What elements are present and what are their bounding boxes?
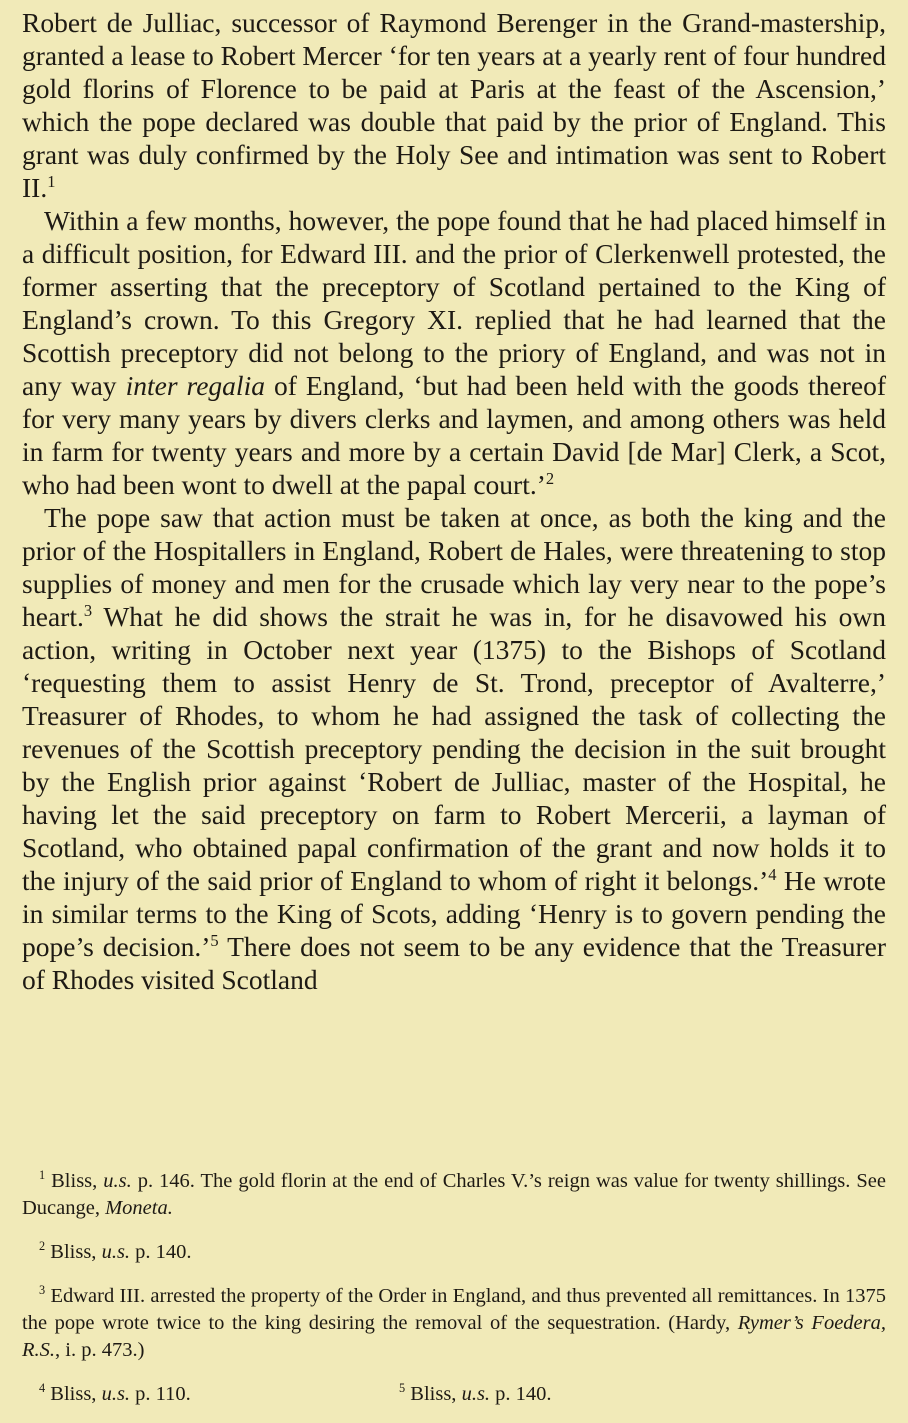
text-run: p. 140. (490, 1383, 552, 1405)
text-run: The pope saw that action must be taken at once, as both the king and the prior of the Hospitallers in England, Robert de Hales, were threatening to stop supplies of money and men for the crusade which lay very near to the pope’s heart. (22, 502, 886, 632)
footnote-marker: 3 (39, 1283, 46, 1298)
footnote-marker: 3 (83, 600, 93, 620)
italic-text: inter regalia (125, 370, 265, 401)
footnote-3 (22, 1283, 886, 1364)
footnote-marker: 5 (399, 1381, 406, 1396)
text-run: Edward III. arrested the property of the Order in England, and thus prevented all remittances. In 1375 the pope wrote twice to the king desiring the removal of the sequestration. (Hardy, (22, 1285, 886, 1334)
text-run: What he did shows the strait he was in, for he disavowed his own action, writing in October next year (1375) to the Bishops of Scotland ‘requesting them to assist Henry de St. Trond, preceptor of Avalterre,’ Treasurer of Rhodes, to whom he had assigned the task of collecting the revenues of the Scottish preceptory pending the decision in the suit brought by the English prior against ‘Robert de Julliac, master of the Hospital, he having let the said preceptory on farm to Robert Mercerii, a layman of Scotland, who obtained papal confirmation of the grant and now holds it to the injury of the said prior of England to whom of right it belongs.’ (22, 601, 886, 896)
text-run: Bliss, (45, 1170, 104, 1192)
text-run: Bliss, (45, 1383, 102, 1405)
text-run: p. 146. The gold florin at the end of Charles V.’s reign was value for twenty shillings. See Ducange, (22, 1170, 886, 1219)
italic-text: u.s. (103, 1170, 132, 1192)
footnote-marker: 1 (47, 171, 56, 191)
footnote-marker: 4 (768, 864, 777, 884)
paragraph-3 (22, 501, 886, 996)
paragraph-1 (22, 6, 886, 204)
text-run: Bliss, (45, 1241, 102, 1263)
text-run: Bliss, (405, 1383, 462, 1405)
footnote-1 (22, 1168, 886, 1222)
text-run: He wrote in similar terms to the King of Scots, adding ‘Henry is to govern pending the pope’s decision.’ (22, 865, 886, 962)
text-run: , i. p. 473.) (55, 1339, 145, 1361)
italic-text: u.s. (101, 1383, 131, 1405)
footnote-4 (39, 1381, 399, 1408)
italic-text: Rymer’s Foedera, R.S. (22, 1312, 886, 1361)
text-run: p. 140. (130, 1241, 192, 1263)
footnote-marker: 2 (545, 468, 555, 488)
footnote-marker: 1 (39, 1168, 46, 1183)
footnote-marker: 5 (210, 930, 219, 950)
text-run: Robert de Julliac, successor of Raymond Berenger in the Grand-mastership, granted a lease to Robert Mercer ‘for ten years at a yearly rent of four hundred gold florins of Florence to be paid at Paris at the feast of the Ascension,’ which the pope declared was double that paid by the prior of England. This grant was duly confirmed by the Holy See and intimation was sent to Robert II. (22, 7, 886, 203)
text-run: There does not seem to be any evidence that the Treasurer of Rhodes visited Scotland (22, 931, 886, 995)
text-run: Within a few months, however, the pope found that he had placed himself in a difficult position, for Edward III. and the prior of Clerkenwell protested, the former asserting that the preceptory of Scotland pertained to the King of England’s crown. To this Gregory XI. replied that he had learned that the Scottish preceptory did not belong to the priory of England, and was not in any way (22, 205, 886, 401)
footnotes (22, 1168, 886, 1408)
italic-text: u.s. (101, 1241, 131, 1263)
paragraph-2 (22, 204, 886, 501)
footnote-marker: 4 (39, 1381, 46, 1396)
footnote-5 (399, 1381, 552, 1408)
footnote-marker: 2 (39, 1239, 46, 1254)
footnote-pair (22, 1381, 886, 1408)
text-run: of England, ‘but had been held with the goods thereof for very many years by divers clerks and laymen, and among others was held in farm for twenty years and more by a certain David [de Mar] Clerk, a Scot, who had been wont to dwell at the papal court.’ (22, 370, 886, 500)
footnote-2 (22, 1239, 886, 1266)
body-text (22, 6, 886, 996)
italic-text: Moneta. (105, 1197, 173, 1219)
italic-text: u.s. (461, 1383, 491, 1405)
text-run: p. 110. (130, 1383, 191, 1405)
